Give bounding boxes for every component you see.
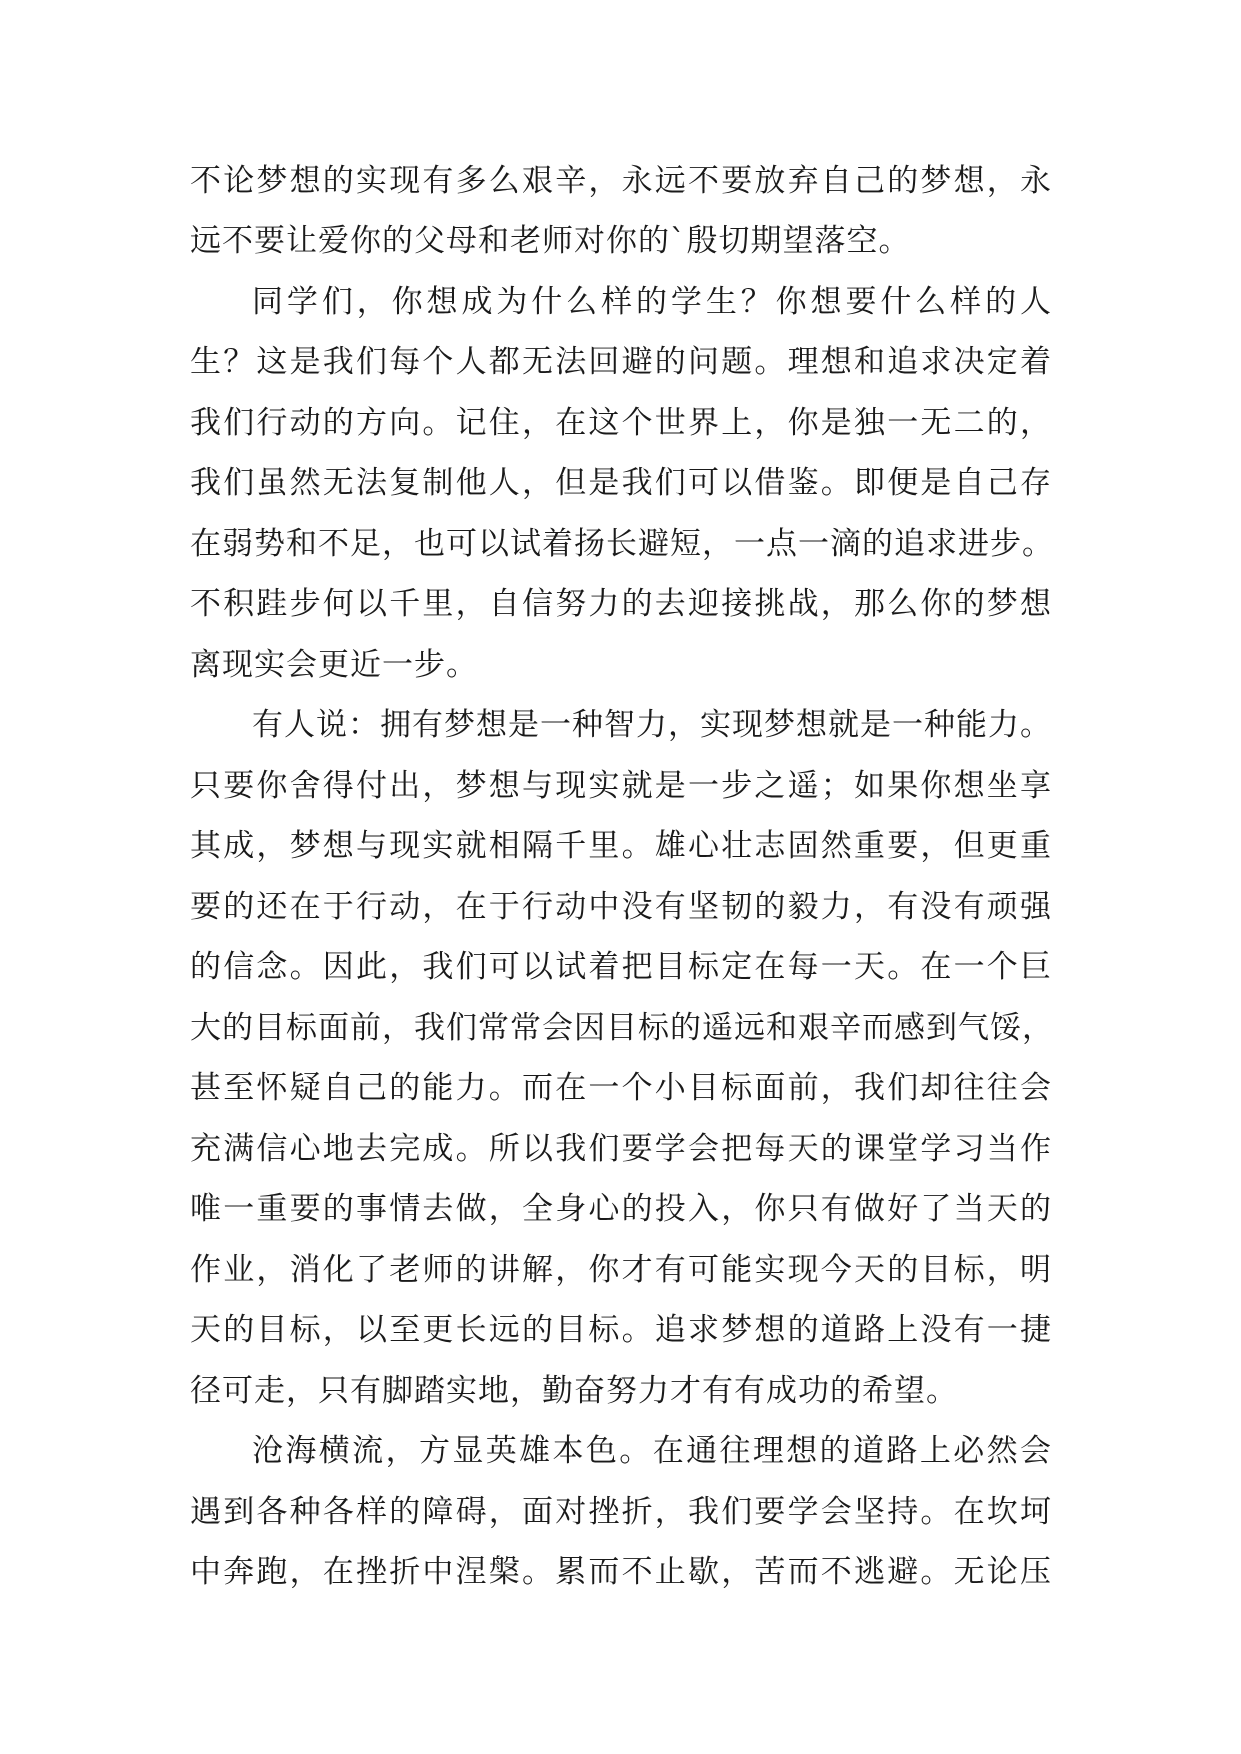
text-line: 其成，梦想与现实就相隔千里。雄心壮志固然重要，但更重 bbox=[190, 828, 1052, 864]
text-line: 远不要让爱你的父母和老师对你的`殷切期望落空。 bbox=[190, 223, 911, 259]
text-line: 唯一重要的事情去做，全身心的投入，你只有做好了当天的 bbox=[190, 1191, 1052, 1227]
text-line: 只要你舍得付出，梦想与现实就是一步之遥；如果你想坐享 bbox=[190, 768, 1052, 804]
text-line: 遇到各种各样的障碍，面对挫折，我们要学会坚持。在坎坷 bbox=[190, 1494, 1052, 1530]
text-line: 中奔跑，在挫折中涅槃。累而不止歇，苦而不逃避。无论压 bbox=[190, 1554, 1052, 1590]
text-line: 同学们，你想成为什么样的学生？你想要什么样的人 bbox=[252, 284, 1052, 320]
text-line: 不积跬步何以千里，自信努力的去迎接挑战，那么你的梦想 bbox=[190, 586, 1052, 622]
text-line: 我们行动的方向。记住，在这个世界上，你是独一无二的， bbox=[190, 405, 1052, 441]
text-line: 天的目标，以至更长远的目标。追求梦想的道路上没有一捷 bbox=[190, 1312, 1052, 1348]
text-line: 径可走，只有脚踏实地，勤奋努力才有有成功的希望。 bbox=[190, 1373, 958, 1409]
text-line: 要的还在于行动，在于行动中没有坚韧的毅力，有没有顽强 bbox=[190, 889, 1052, 925]
text-line: 甚至怀疑自己的能力。而在一个小目标面前，我们却往往会 bbox=[190, 1070, 1052, 1106]
text-line: 的信念。因此，我们可以试着把目标定在每一天。在一个巨 bbox=[190, 949, 1052, 985]
text-line: 大的目标面前，我们常常会因目标的遥远和艰辛而感到气馁， bbox=[190, 1010, 1054, 1046]
text-line: 不论梦想的实现有多么艰辛，永远不要放弃自己的梦想，永 bbox=[190, 163, 1052, 199]
text-line: 我们虽然无法复制他人，但是我们可以借鉴。即便是自己存 bbox=[190, 465, 1052, 501]
text-line: 在弱势和不足，也可以试着扬长避短，一点一滴的追求进步。 bbox=[190, 526, 1054, 562]
text-line: 充满信心地去完成。所以我们要学会把每天的课堂学习当作 bbox=[190, 1131, 1052, 1167]
text-line: 沧海横流，方显英雄本色。在通往理想的道路上必然会 bbox=[252, 1433, 1052, 1469]
text-line: 生？这是我们每个人都无法回避的问题。理想和追求决定着 bbox=[190, 344, 1052, 380]
text-line: 离现实会更近一步。 bbox=[190, 647, 478, 683]
text-line: 有人说：拥有梦想是一种智力，实现梦想就是一种能力。 bbox=[252, 707, 1052, 743]
text-line: 作业，消化了老师的讲解，你才有可能实现今天的目标，明 bbox=[190, 1252, 1052, 1288]
